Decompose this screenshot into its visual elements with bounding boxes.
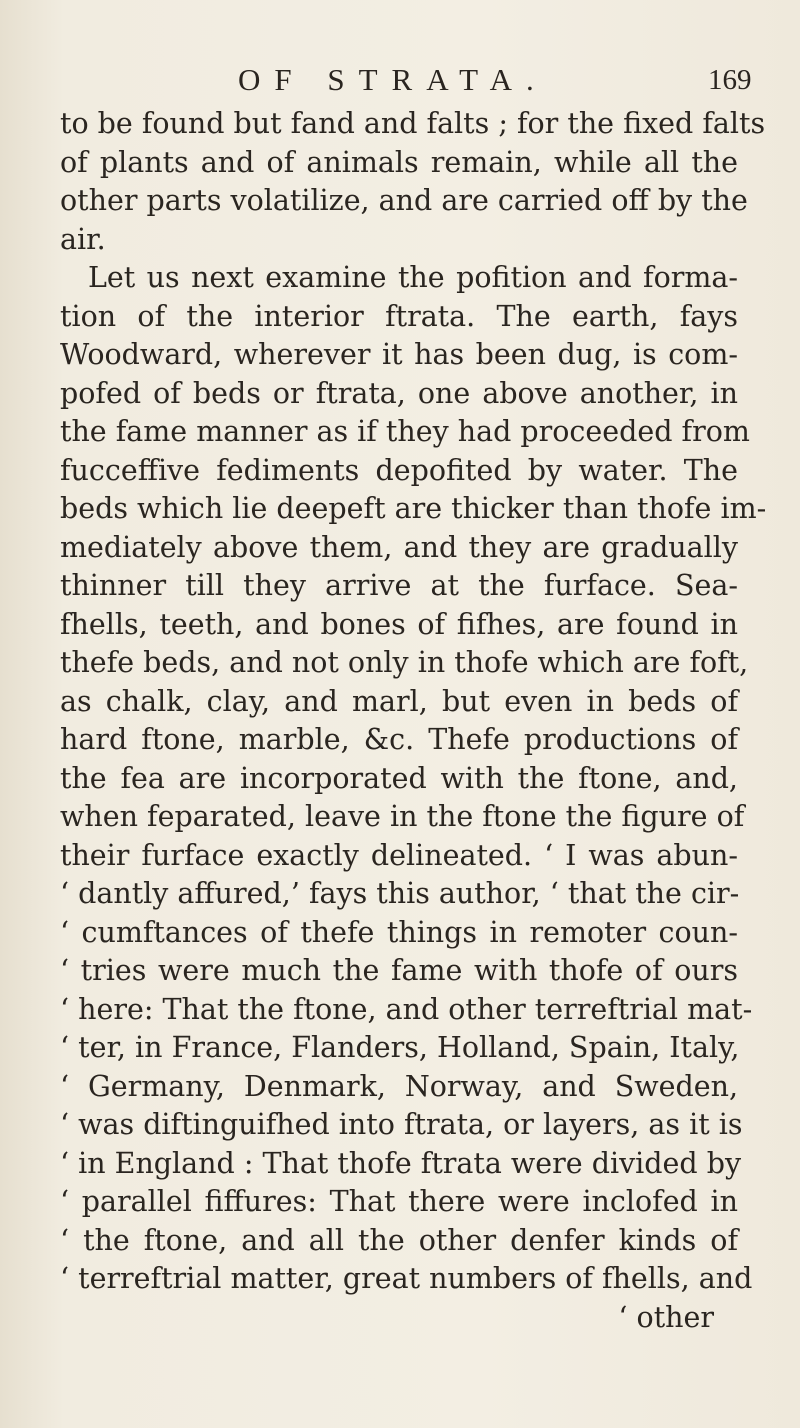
text-line: Let us next examine the pofition and forma- [88, 261, 738, 294]
body-text [60, 105, 767, 1337]
text-line: ‘ here: That the ftone, and other terreftrial mat- [60, 992, 753, 1026]
text-line: thefe beds, and not only in thofe which are foft, [60, 646, 749, 679]
text-line: ‘ the ftone, and all the other denfer kinds of [60, 1223, 738, 1257]
text-line: fucceffive fediments depofited by water. The [60, 453, 738, 487]
catchword: ‘ other [618, 1300, 714, 1334]
text-line: ‘ Germany, Denmark, Norway, and Sweden, [60, 1069, 738, 1103]
running-title: OF STRATA. [238, 62, 548, 97]
text-line: ‘ terreftrial matter, great numbers of fhells, and [60, 1262, 753, 1295]
text-line: their furface exactly delineated. ‘ I was abun- [60, 838, 738, 872]
text-line: ‘ in England : That thofe ftrata were divided by [60, 1146, 742, 1180]
text-line: as chalk, clay, and marl, but even in beds of [60, 684, 738, 718]
text-line: ‘ cumftances of thefe things in remoter coun- [60, 915, 738, 949]
text-line: ‘ ter, in France, Flanders, Holland, Spain, Italy, [60, 1031, 740, 1064]
text-line: mediately above them, and they are gradually [60, 530, 738, 564]
text-line: fhells, teeth, and bones of fifhes, are found in [60, 607, 738, 641]
text-line: air. [60, 222, 106, 256]
text-line: hard ftone, marble, &c. Thefe productions of [60, 723, 738, 756]
text-line: beds which lie deepeft are thicker than thofe im- [60, 492, 767, 525]
page-number: 169 [708, 64, 752, 96]
text-line: tion of the interior ftrata. The earth, fays [60, 299, 738, 333]
text-line: ‘ was diftinguifhed into ftrata, or layers, as it is [60, 1108, 743, 1141]
text-line: the fame manner as if they had proceeded from [60, 415, 750, 448]
text-line: thinner till they arrive at the furface. Sea- [60, 569, 738, 602]
text-line: other parts volatilize, and are carried off by the [60, 184, 748, 217]
text-line: the fea are incorporated with the ftone, and, [60, 761, 738, 795]
text-line: when feparated, leave in the ftone the figure of [60, 800, 745, 833]
running-head [0, 62, 800, 102]
text-line: ‘ tries were much the fame with thofe of ours [60, 954, 738, 987]
text-line: pofed of beds or ftrata, one above another, in [60, 376, 738, 410]
text-line: ‘ dantly affured,’ fays this author, ‘ that the cir- [60, 877, 740, 910]
text-line: of plants and of animals remain, while all the [60, 145, 738, 179]
text-line: to be found but fand and falts ; for the fixed falts [60, 107, 766, 140]
text-line: Woodward, wherever it has been dug, is com- [60, 338, 738, 371]
text-line: ‘ parallel fiffures: That there were inclofed in [60, 1185, 738, 1218]
